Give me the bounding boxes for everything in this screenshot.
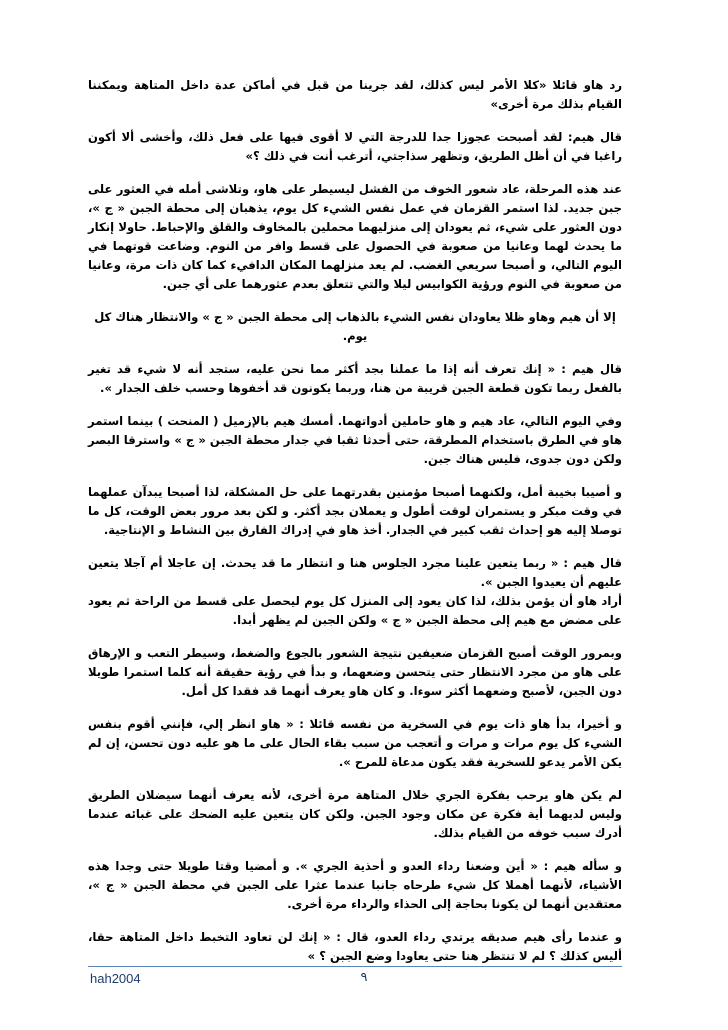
paragraph-14: و عندما رأى هيم صديقه يرتدي رداء العدو، قال : « إنك لن تعاود التخبط داخل المتاهة حقا، أليس كذلك ؟ لم لا تنتظر هنا حتى يعاودا وضع الجبن ؟ »: [88, 930, 622, 963]
paragraph-13: و سأله هيم : « أين وضعنا رداء العدو و أحذية الجري ». و أمضيا وقتا طويلا حتى وجدا هذه الأشياء، لأنهما أهملا كل شيء طرحاه جانبا عندما عثرا على الجبن في محطة الجبن « ج »، معتقدين أنهما لن يكونا بحاجة إلى الحذاء والرداء مرة أخرى.: [88, 859, 622, 911]
footer-divider: [88, 966, 622, 967]
paragraph-5: قال هيم : « إنك تعرف أنه إذا ما عملنا بجد أكثر مما نحن عليه، ستجد أنه لا شيء قد تغير بالفعل ربما تكون قطعة الجبن قريبة من هنا، وربما يكونون قد أخفوها وحسب خلف الجدار ».: [88, 362, 622, 395]
paragraph-11: و أخيرا، بدأ هاو ذات يوم في السخرية من نفسه قائلا : « هاو انظر إلي، فإنني أقوم بنفس الشيء كل يوم مرات و مرات و أتعجب من سبب بقاء الحال على ما هو عليه دون تحسن، إن لم يكن الأمر يدعو للسخرية فقد يكون مدعاة للمرح ».: [88, 717, 622, 769]
paragraph-3: عند هذه المرحلة، عاد شعور الخوف من الفشل ليسيطر على هاو، وتلاشى أمله في العثور على جبن جديد. لذا استمر القزمان في عمل نفس الشيء كل يوم، يذهبان إلى محطة الجبن « ج »، دون العثور على شيء، ثم يعودان إلى منزليهما محملين بالمخاوف والقلق والإحباط. حاولا إنكار ما يحدث لهما وعانيا من صعوبة في الحصول على قسط وافر من النوم. وضاعت قوتهما في اليوم التالي، و أصبحا سريعي الغضب. لم يعد منزلهما المكان الدافيء كما كان ذات مرة، وعانيا من صعوبة في النوم ورؤية الكوابيس ليلا والتي تتعلق بعدم عثورهما على أي جبن.: [88, 182, 622, 291]
paragraph-6: وفي اليوم التالي، عاد هيم و هاو حاملين أدواتهما. أمسك هيم بالإزميل ( المنحت ) بينما استمر هاو في الطرق باستخدام المطرقة، حتى أحدثا ثقبا في جدار محطة الجبن « ج » واسترقا البصر ولكن دون جدوى، فليس هناك جبن.: [88, 414, 622, 466]
footer-author-label: hah2004: [90, 971, 141, 986]
paragraph-1: رد هاو قائلا «كلا الأمر ليس كذلك، لقد جرينا من قبل في أماكن عدة داخل المتاهة ويمكننا القيام بذلك مرة أخرى»: [88, 78, 622, 111]
paragraph-9: أراد هاو أن يؤمن بذلك، لذا كان يعود إلى المنزل كل يوم ليحصل على قسط من الراحة ثم يعود على مضض مع هيم إلى محطة الجبن « ج » ولكن الجبن لم يظهر أبدا.: [88, 594, 622, 627]
body-text: [88, 76, 622, 980]
paragraph-8: قال هيم : « ربما يتعين علينا مجرد الجلوس هنا و انتظار ما قد يحدث. إن عاجلا أم آجلا يتعين عليهم أن يعيدوا الجبن ».: [88, 556, 622, 589]
paragraph-2: قال هيم: لقد أصبحت عجوزا جدا للدرجة التي لا أقوى فيها على فعل ذلك، وأخشى ألا أكون راغبا في أن أظل الطريق، وتظهر سذاجتي، أترغب أنت في ذلك ؟»: [88, 130, 622, 163]
paragraph-7: و أصيبا بخيبة أمل، ولكنهما أصبحا مؤمنين بقدرتهما على حل المشكلة، لذا أصبحا يبدآن عملهما في وقت مبكر و يستمران لوقت أطول و يعملان بجد أكثر. و لكن بعد مرور بعض الوقت، كل ما توصلا إليه هو إحداث ثقب كبير في الجدار. أخذ هاو في إدراك الفارق بين النشاط و الإنتاجية.: [88, 485, 622, 537]
page-number: ٩: [360, 970, 368, 985]
paragraph-12: لم يكن هاو يرحب بفكرة الجري خلال المتاهة مرة أخرى، لأنه يعرف أنهما سيضلان الطريق وليس لديهما أية فكرة عن مكان وجود الجبن. ولكن كان يتعين عليه الضحك على غبائه عندما أدرك سبب خوفه من القيام بذلك.: [88, 788, 622, 840]
paragraph-4: إلا أن هيم وهاو ظلا يعاودان نفس الشيء بالذهاب إلى محطة الجبن « ج » والانتظار هناك كل يوم.: [94, 310, 616, 343]
paragraph-10: وبمرور الوقت أصبح القزمان ضعيفين نتيجة الشعور بالجوع والضغط، وسيطر التعب و الإرهاق على هاو من مجرد الانتظار حتى يتحسن وضعهما، و بدأ في رؤية حقيقة أنه كلما استمرا طويلا دون الجبن، لأصبح وضعهما أكثر سوءا. و كان هاو يعرف أنهما قد فقدا كل أمل.: [88, 646, 622, 698]
